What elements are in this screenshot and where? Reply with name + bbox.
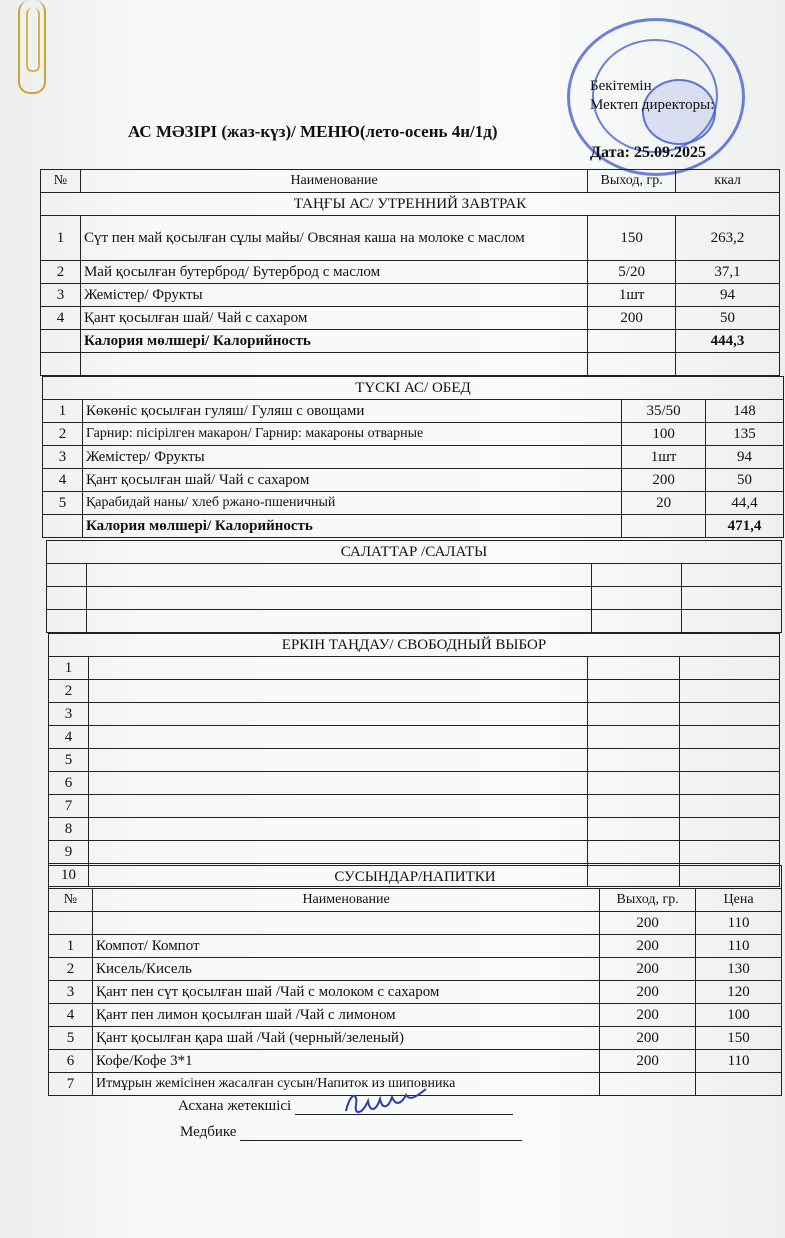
col-out: Выход, гр. (600, 889, 696, 912)
row-out: 200 (600, 912, 696, 935)
row-out: 5/20 (588, 261, 676, 284)
table-row (43, 492, 784, 515)
salads-table (46, 540, 782, 633)
table-row (49, 958, 782, 981)
row-out: 35/50 (622, 400, 706, 423)
table-row (41, 261, 780, 284)
row-out: 100 (622, 423, 706, 446)
row-num: 4 (49, 1004, 93, 1027)
row-price (696, 1073, 782, 1096)
approval-block (590, 77, 714, 162)
row-out: 200 (600, 958, 696, 981)
table-row (49, 981, 782, 1004)
row-kcal: 94 (706, 446, 784, 469)
paperclip-inner (26, 8, 40, 72)
row-name: Итмұрын жемісінен жасалған сусын/Напиток из шиповника (92, 1073, 599, 1096)
row-out: 200 (588, 307, 676, 330)
table-row (43, 400, 784, 423)
row-num: 5 (43, 492, 83, 515)
col-num: № (41, 170, 81, 193)
table-row (43, 469, 784, 492)
table-row (43, 446, 784, 469)
row-num: 6 (49, 772, 89, 795)
free-choice-table (48, 633, 780, 887)
row-kcal: 263,2 (676, 216, 780, 261)
row-kcal: 50 (676, 307, 780, 330)
section-title: ЕРКІН ТАҢДАУ/ СВОБОДНЫЙ ВЫБОР (49, 634, 780, 657)
approve-line-1: Бекітемін (590, 78, 652, 94)
row-num: 5 (49, 1027, 93, 1050)
nurse-label: Медбике (180, 1124, 237, 1140)
row-price: 120 (696, 981, 782, 1004)
row-kcal: 50 (706, 469, 784, 492)
col-name: Наименование (92, 889, 599, 912)
row-num: 3 (41, 284, 81, 307)
row-num: 7 (49, 1073, 93, 1096)
col-out: Выход, гр. (588, 170, 676, 193)
row-out (600, 1073, 696, 1096)
row-name: Кофе/Кофе 3*1 (92, 1050, 599, 1073)
row-num: 1 (41, 216, 81, 261)
row-out: 200 (600, 1004, 696, 1027)
table-row (41, 284, 780, 307)
page-title: АС МӘЗІРІ (жаз-күз)/ МЕНЮ(лето-осень 4н/1д) (128, 122, 498, 141)
row-num: 6 (49, 1050, 93, 1073)
row-num: 3 (49, 981, 93, 1004)
handwritten-signature (340, 1085, 430, 1121)
row-num: 5 (49, 749, 89, 772)
row-out: 200 (600, 935, 696, 958)
row-out: 200 (622, 469, 706, 492)
table-row (49, 935, 782, 958)
col-num: № (49, 889, 93, 912)
breakfast-table (40, 169, 780, 376)
approve-date: Дата: 25.09.2025 (590, 144, 706, 161)
table-row (43, 423, 784, 446)
row-num: 2 (43, 423, 83, 446)
row-kcal: 94 (676, 284, 780, 307)
total-label: Калория мөлшері/ Калорийность (82, 515, 621, 538)
section-title: ТҮСКІ АС/ ОБЕД (43, 377, 784, 400)
lunch-table (42, 376, 784, 538)
row-price: 110 (696, 912, 782, 935)
col-price: Цена (696, 889, 782, 912)
row-num (49, 912, 93, 935)
row-kcal: 44,4 (706, 492, 784, 515)
row-price: 150 (696, 1027, 782, 1050)
row-num: 3 (49, 703, 89, 726)
table-row (49, 1027, 782, 1050)
row-name: Қант пен сүт қосылған шай /Чай с молоком с сахаром (92, 981, 599, 1004)
row-name: Қарабидай наны/ хлеб ржано-пшеничный (82, 492, 621, 515)
section-title: СУСЫНДАР/НАПИТКИ (49, 866, 782, 889)
col-kcal: ккал (676, 170, 780, 193)
row-name: Қант қосылған шай/ Чай с сахаром (80, 307, 587, 330)
row-name: Көкөніс қосылған гуляш/ Гуляш с овощами (82, 400, 621, 423)
row-kcal: 135 (706, 423, 784, 446)
row-name: Кисель/Кисель (92, 958, 599, 981)
row-num: 4 (41, 307, 81, 330)
table-row (41, 307, 780, 330)
table-row (49, 1050, 782, 1073)
row-num: 10 (49, 864, 89, 887)
row-name (92, 912, 599, 935)
col-name: Наименование (80, 170, 587, 193)
row-out: 200 (600, 1027, 696, 1050)
row-name: Жемістер/ Фрукты (80, 284, 587, 307)
row-name: Қант қосылған қара шай /Чай (черный/зеленый) (92, 1027, 599, 1050)
row-name: Жемістер/ Фрукты (82, 446, 621, 469)
row-num: 8 (49, 818, 89, 841)
approve-line-2: Мектеп директоры: (590, 97, 715, 113)
row-kcal: 37,1 (676, 261, 780, 284)
row-num: 9 (49, 841, 89, 864)
total-value: 444,3 (676, 330, 780, 353)
drinks-table (48, 865, 782, 1096)
row-price: 100 (696, 1004, 782, 1027)
row-out: 1шт (588, 284, 676, 307)
row-num: 4 (49, 726, 89, 749)
row-name: Қант пен лимон қосылған шай /Чай с лимоном (92, 1004, 599, 1027)
row-num: 1 (49, 657, 89, 680)
table-row (49, 1004, 782, 1027)
table-row (49, 912, 782, 935)
row-price: 110 (696, 1050, 782, 1073)
row-name: Сүт пен май қосылған сұлы майы/ Овсяная каша на молоке с маслом (80, 216, 587, 261)
row-price: 110 (696, 935, 782, 958)
row-out: 150 (588, 216, 676, 261)
row-name: Қант қосылған шай/ Чай с сахаром (82, 469, 621, 492)
row-num: 7 (49, 795, 89, 818)
total-label: Калория мөлшері/ Калорийность (80, 330, 587, 353)
row-num: 2 (49, 680, 89, 703)
row-out: 200 (600, 981, 696, 1004)
nurse-signature-line (180, 1124, 522, 1141)
table-row (41, 216, 780, 261)
row-num: 2 (49, 958, 93, 981)
row-price: 130 (696, 958, 782, 981)
row-num: 4 (43, 469, 83, 492)
row-num: 3 (43, 446, 83, 469)
row-out: 1шт (622, 446, 706, 469)
row-kcal: 148 (706, 400, 784, 423)
row-out: 200 (600, 1050, 696, 1073)
cook-label: Асхана жетекшісі (178, 1098, 292, 1114)
row-name: Компот/ Компот (92, 935, 599, 958)
row-name: Гарнир: пісірілген макарон/ Гарнир: макароны отварные (82, 423, 621, 446)
row-num: 2 (41, 261, 81, 284)
row-out: 20 (622, 492, 706, 515)
row-num: 1 (49, 935, 93, 958)
row-name: Май қосылған бутерброд/ Бутерброд с маслом (80, 261, 587, 284)
section-title: САЛАТТАР /САЛАТЫ (47, 541, 782, 564)
total-value: 471,4 (706, 515, 784, 538)
row-num: 1 (43, 400, 83, 423)
section-title: ТАҢҒЫ АС/ УТРЕННИЙ ЗАВТРАК (41, 193, 780, 216)
